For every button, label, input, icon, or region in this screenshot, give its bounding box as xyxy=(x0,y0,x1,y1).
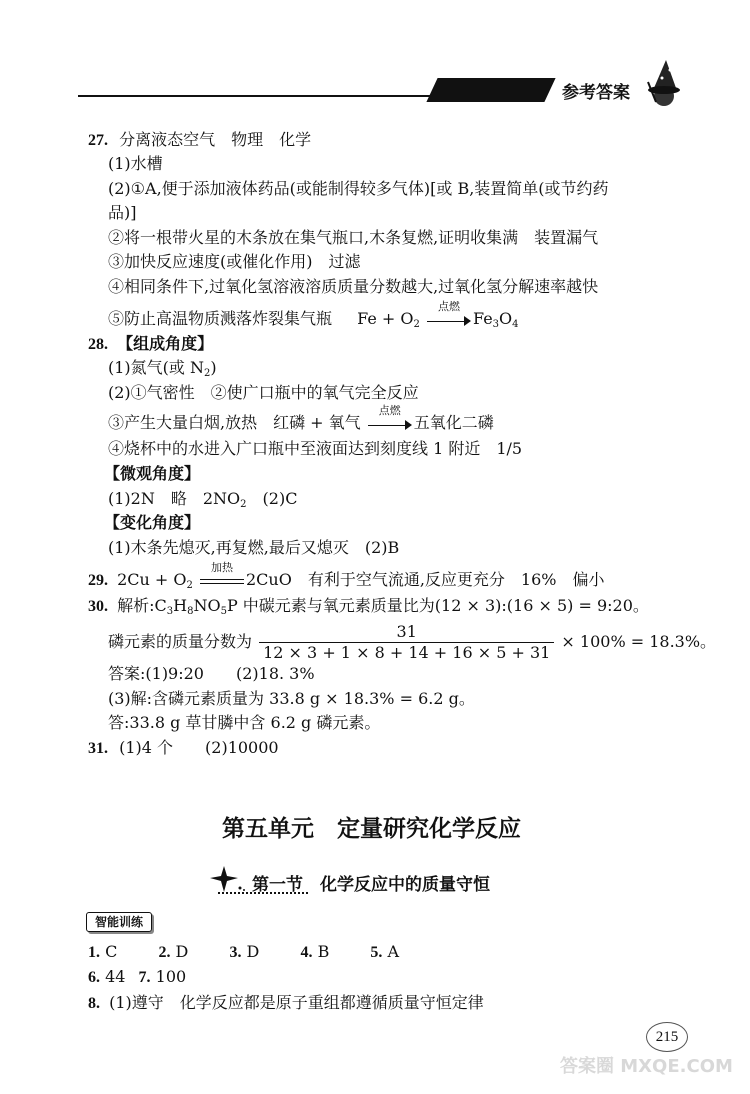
q28 xyxy=(88,334,213,355)
badge-label: 智能训练 xyxy=(95,915,144,929)
q27-line-6: ④相同条件下,过氧化氢溶液溶质质量分数越大,过氧化氢分解速率越快 xyxy=(108,277,599,296)
q30-sub: 3 xyxy=(166,606,174,617)
q29-b: 2CuO 有利于空气流通,反应更充分 16% 偏小 xyxy=(245,570,605,589)
q30-number: 30. xyxy=(88,598,108,615)
eq-sub: 4 xyxy=(512,319,519,330)
q30 xyxy=(88,596,649,622)
q28-line-5-a: (1)2N 略 2NO xyxy=(108,489,241,508)
sparkle-star-icon xyxy=(204,864,246,894)
q28-line-3 xyxy=(108,403,494,433)
answer-number: 5. xyxy=(370,944,383,961)
reaction-condition: 点燃 xyxy=(378,403,401,417)
q27-line-7-text: ⑤防止高温物质溅落炸裂集气瓶 xyxy=(108,309,333,328)
reaction-arrow-icon xyxy=(368,403,412,431)
answer-number: 1. xyxy=(88,944,100,961)
eq-right: Fe xyxy=(472,309,493,328)
wizard-mascot-icon xyxy=(640,58,690,110)
header-title: 参考答案 xyxy=(562,83,630,103)
reaction-condition: 加热 xyxy=(210,560,233,574)
answer-number: 2. xyxy=(158,944,171,961)
reaction-arrow-icon xyxy=(427,299,471,327)
q30-sub: 8 xyxy=(187,606,194,617)
answer-value: D xyxy=(246,942,260,961)
fraction-denominator: 12 × 3 + 1 × 8 + 14 + 16 × 5 + 31 xyxy=(263,643,551,662)
q28-line-1 xyxy=(108,358,217,384)
q29 xyxy=(88,560,605,596)
q28-section-micro: 【微观角度】 xyxy=(104,464,201,483)
q28-line-1-a: (1)氮气(或 N xyxy=(108,358,204,377)
q30-l2-a: 磷元素的质量分数为 xyxy=(108,632,253,651)
answer-value: D xyxy=(175,942,189,961)
q30-l2-b: × 100% = 18.3%。 xyxy=(561,632,717,651)
answers-row-1 xyxy=(88,942,399,963)
q28-section-composition: 【组成角度】 xyxy=(117,334,214,353)
q29-sub: 2 xyxy=(186,580,193,591)
q30-l1-b: P 中碳元素与氧元素质量比为(12 × 3):(16 × 5) = 9:20。 xyxy=(226,596,649,615)
answer-value: C xyxy=(105,942,118,961)
q28-line-3-b: 五氧化二磷 xyxy=(413,413,494,432)
reaction-condition: 点燃 xyxy=(437,299,460,313)
answer-value: 44 xyxy=(105,967,126,986)
q27-line-4: ②将一根带火星的木条放在集气瓶口,木条复燃,证明收集满 装置漏气 xyxy=(108,228,599,247)
q28-line-1-b: ) xyxy=(210,358,217,377)
q28-number: 28. xyxy=(88,336,108,353)
q27-line-1: (1)水槽 xyxy=(108,154,163,173)
eq-sub: 2 xyxy=(413,319,420,330)
q28-line-5-sub: 2 xyxy=(240,499,247,510)
reaction-equals-icon xyxy=(200,560,244,588)
page-number xyxy=(646,1022,688,1052)
q31-text: (1)4 个 (2)10000 xyxy=(119,738,279,757)
answer-number: 7. xyxy=(138,969,151,986)
q30-line-3: 答案:(1)9:20 (2)18. 3% xyxy=(108,664,315,683)
q27-line-3: 品)] xyxy=(108,203,137,222)
q28-line-1-sub: 2 xyxy=(204,368,211,379)
q30-l1-h: H xyxy=(173,596,188,615)
q28-line-5-b: (2)C xyxy=(246,489,298,508)
q28-line-6: (1)木条先熄灭,再复燃,最后又熄灭 (2)B xyxy=(108,538,400,557)
q31-number: 31. xyxy=(88,740,108,757)
answer-value: A xyxy=(387,942,400,961)
answers-row-2 xyxy=(88,967,186,988)
q30-l1-a: 解析:C xyxy=(117,596,167,615)
answer-value: 100 xyxy=(155,967,187,986)
page-number-text: 215 xyxy=(655,1029,679,1045)
answer-number: 6. xyxy=(88,969,100,986)
q28-line-2: (2)①气密性 ②使广口瓶中的氧气完全反应 xyxy=(108,383,419,402)
eq-left: Fe + O xyxy=(357,309,414,328)
fraction xyxy=(259,622,554,663)
unit-title: 第五单元 定量研究化学反应 xyxy=(222,816,521,842)
q30-line-4: (3)解:含磷元素质量为 33.8 g × 18.3% = 6.2 g。 xyxy=(108,689,475,708)
q27-line-2: (2)①A,便于添加液体药品(或能制得较多气体)[或 B,装置简单(或节约药 xyxy=(108,179,609,198)
section-title: 第一节 化学反应中的质量守恒 xyxy=(252,875,490,895)
q28-section-change: 【变化角度】 xyxy=(104,513,201,532)
fraction-numerator: 31 xyxy=(259,622,554,643)
q27-line-5: ③加快反应速度(或催化作用) 过滤 xyxy=(108,252,361,271)
q27-line-7 xyxy=(108,299,519,335)
answer-value: B xyxy=(317,942,330,961)
q27-number: 27. xyxy=(88,132,108,149)
q29-a: 2Cu + O xyxy=(117,570,187,589)
header-bar xyxy=(426,78,555,102)
header-rule xyxy=(78,95,438,97)
q28-line-4: ④烧杯中的水进入广口瓶中至液面达到刻度线 1 附近 1/5 xyxy=(108,439,523,458)
q27 xyxy=(88,130,311,151)
smart-training-badge xyxy=(86,912,152,932)
q8-text: (1)遵守 化学反应都是原子重组都遵循质量守恒定律 xyxy=(109,993,484,1012)
q30-sub: 5 xyxy=(220,606,227,617)
q30-l1-no: NO xyxy=(193,596,221,615)
watermark: 答案圈 MXQE.COM xyxy=(560,1056,733,1077)
answers-q8 xyxy=(88,993,484,1014)
q8-number: 8. xyxy=(88,995,100,1012)
q31 xyxy=(88,738,279,759)
q27-equation xyxy=(357,299,519,330)
answer-number: 4. xyxy=(300,944,313,961)
q30-line-5: 答:33.8 g 草甘膦中含 6.2 g 磷元素。 xyxy=(108,713,381,732)
dotted-rule xyxy=(218,892,308,894)
q28-line-5 xyxy=(108,489,297,515)
answer-number: 3. xyxy=(229,944,242,961)
q28-line-3-a: ③产生大量白烟,放热 红磷 + 氧气 xyxy=(108,413,361,432)
q30-line-2 xyxy=(108,622,716,663)
q29-number: 29. xyxy=(88,572,108,589)
eq-sub: 3 xyxy=(492,319,500,330)
eq-right-o: O xyxy=(499,309,513,328)
q27-answer-head: 分离液态空气 物理 化学 xyxy=(119,130,312,149)
